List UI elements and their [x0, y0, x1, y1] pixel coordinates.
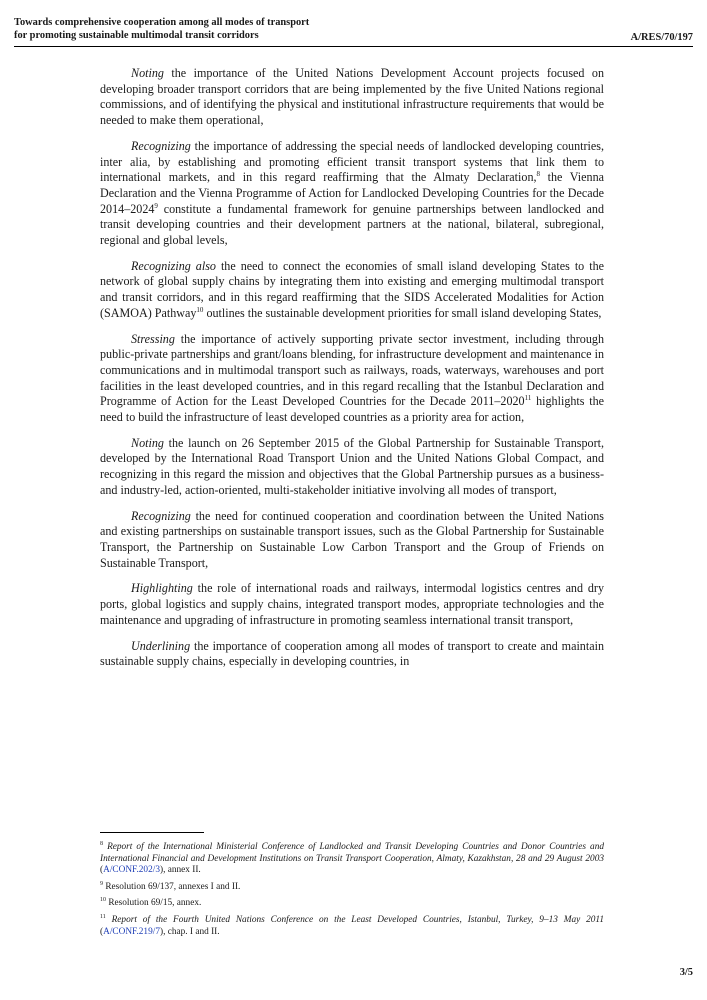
document-link[interactable]: A/CONF.202/3	[103, 865, 160, 876]
footnote-title: Report of the International Ministerial Conference of Landlocked and Transit Developing Countries and Donor Countries and International Financial and Development Institutions on Transit Transport Cooperation, Almaty, Kazakhstan, 28 and 29 August 2003	[100, 842, 604, 864]
preambular-paragraph	[100, 581, 604, 628]
footnote-ref[interactable]: 10	[196, 305, 204, 314]
paragraph-lead: Recognizing also	[131, 258, 216, 273]
paragraph-lead: Recognizing	[131, 508, 191, 523]
footnote-ref[interactable]: 11	[524, 394, 532, 403]
footnote-title: Report of the Fourth United Nations Conference on the Least Developed Countries, Istanbul, Turkey, 9–13 May 2011	[111, 914, 604, 925]
resolution-body	[100, 66, 604, 680]
paragraph-lead: Underlining	[131, 638, 191, 653]
paragraph-text: the need for continued cooperation and coordination between the United Nations and existing partnerships on sustainable transport issues, such as the Global Partnership for Sustainable Transport, the Partnership on Sustainable Low Carbon Transport and the Group of Friends on Sustainable Transport,	[100, 508, 604, 570]
paragraph-lead: Recognizing	[131, 138, 191, 153]
paragraph-text: the Vienna Declaration and the Vienna Programme of Action for Landlocked Developing Countries for the Decade 2014–2024	[100, 170, 604, 216]
page-header	[14, 16, 693, 47]
footnote-text: Resolution 69/137, annexes I and II.	[105, 881, 241, 892]
footnote	[100, 842, 604, 877]
footnote-text: Resolution 69/15, annex.	[108, 898, 202, 909]
footnote-number: 10	[100, 897, 106, 904]
footnote-ref[interactable]: 9	[154, 201, 158, 210]
paragraph-text: the importance of the United Nations Development Account projects focused on developing broader transport corridors that are being implemented by the five United Nations regional commissions, and of identifying the physical and institutional infrastructure requirements that would be needed to make them operational,	[100, 66, 604, 128]
footnote-separator	[100, 832, 204, 833]
paragraph-text: the role of international roads and railways, intermodal logistics centres and dry ports, global logistics and supply chains, integrated transport modes, appropriate technologies and the maintenance and upgrading of infrastructure in promoting seamless international transit transport,	[100, 581, 604, 627]
footnote-number: 11	[100, 913, 106, 920]
footnote-number: 9	[100, 880, 103, 887]
preambular-paragraph	[100, 436, 604, 499]
preambular-paragraph	[100, 66, 604, 129]
paragraph-text: constitute a fundamental framework for genuine partnerships between landlocked and transit developing countries and their development partners at the national, bilateral, subregional, regional and global levels,	[100, 201, 604, 248]
header-title-line-1: Towards comprehensive cooperation among all modes of transport	[14, 17, 310, 28]
paragraph-text: outlines the sustainable development priorities for small island developing States,	[203, 305, 602, 320]
footnote-text: ), annex II.	[159, 865, 201, 876]
preambular-paragraph	[100, 139, 604, 249]
paragraph-lead: Noting	[131, 435, 164, 450]
paragraph-text: the importance of addressing the special needs of landlocked developing countries, inter alia, by establishing and promoting efficient transit transport systems that link them to international markets, and in this regard reaffirming that the Almaty Declaration,	[100, 138, 604, 185]
preambular-paragraph	[100, 639, 604, 670]
header-title	[14, 16, 309, 42]
footnote-ref[interactable]: 8	[536, 170, 541, 179]
document-symbol: A/RES/70/197	[630, 32, 693, 43]
preambular-paragraph	[100, 332, 604, 426]
footnote-text: (	[100, 926, 104, 937]
header-title-line-2: for promoting sustainable multimodal transit corridors	[14, 30, 259, 41]
footnote	[100, 915, 604, 938]
paragraph-text: highlights the need to build the infrastructure of least developed countries as a priority area for action,	[100, 394, 605, 425]
document-link[interactable]: A/CONF.219/7	[103, 926, 160, 937]
preambular-paragraph	[100, 509, 604, 572]
paragraph-lead: Stressing	[131, 331, 175, 346]
footnote-number: 8	[100, 840, 103, 847]
paragraph-lead: Noting	[131, 66, 164, 80]
paragraph-text: the launch on 26 September 2015 of the Global Partnership for Sustainable Transport, developed by the International Road Transport Union and the United Nations Global Compact, and recognizing in this regard the mission and objectives that the Global Partnership pursues as a business- and industry-led, action-oriented, multi-stakeholder initiative involving all modes of transport,	[100, 435, 604, 497]
paragraph-text: the importance of actively supporting private sector investment, including through public-private partnerships and grant/loans blending, for infrastructure development and maintenance in communications and in multimodal transport such as railways, roads, waterways, warehouses and port facilities in the least developed countries, and in this regard recalling that the Istanbul Declaration and Programme of Action for the Least Developed Countries for the Decade 2011–2020	[100, 331, 604, 409]
footnote-text: ), chap. I and II.	[159, 926, 220, 937]
footnote-text: (	[100, 865, 104, 876]
paragraph-text: the need to connect the economies of small island developing States to the network of global supply chains by integrating them into existing and emerging multimodal transport and transit corridors, and in this regard reaffirming that the SIDS Accelerated Modalities for Action (SAMOA) Pathway	[100, 258, 605, 320]
paragraph-lead: Highlighting	[131, 581, 193, 596]
footnote	[100, 882, 604, 894]
footnotes	[100, 842, 604, 943]
page-number: 3/5	[679, 967, 693, 978]
paragraph-text: the importance of cooperation among all modes of transport to create and maintain sustainable supply chains, especially in developing countries, in	[100, 638, 604, 669]
footnote	[100, 898, 604, 910]
preambular-paragraph	[100, 259, 604, 322]
